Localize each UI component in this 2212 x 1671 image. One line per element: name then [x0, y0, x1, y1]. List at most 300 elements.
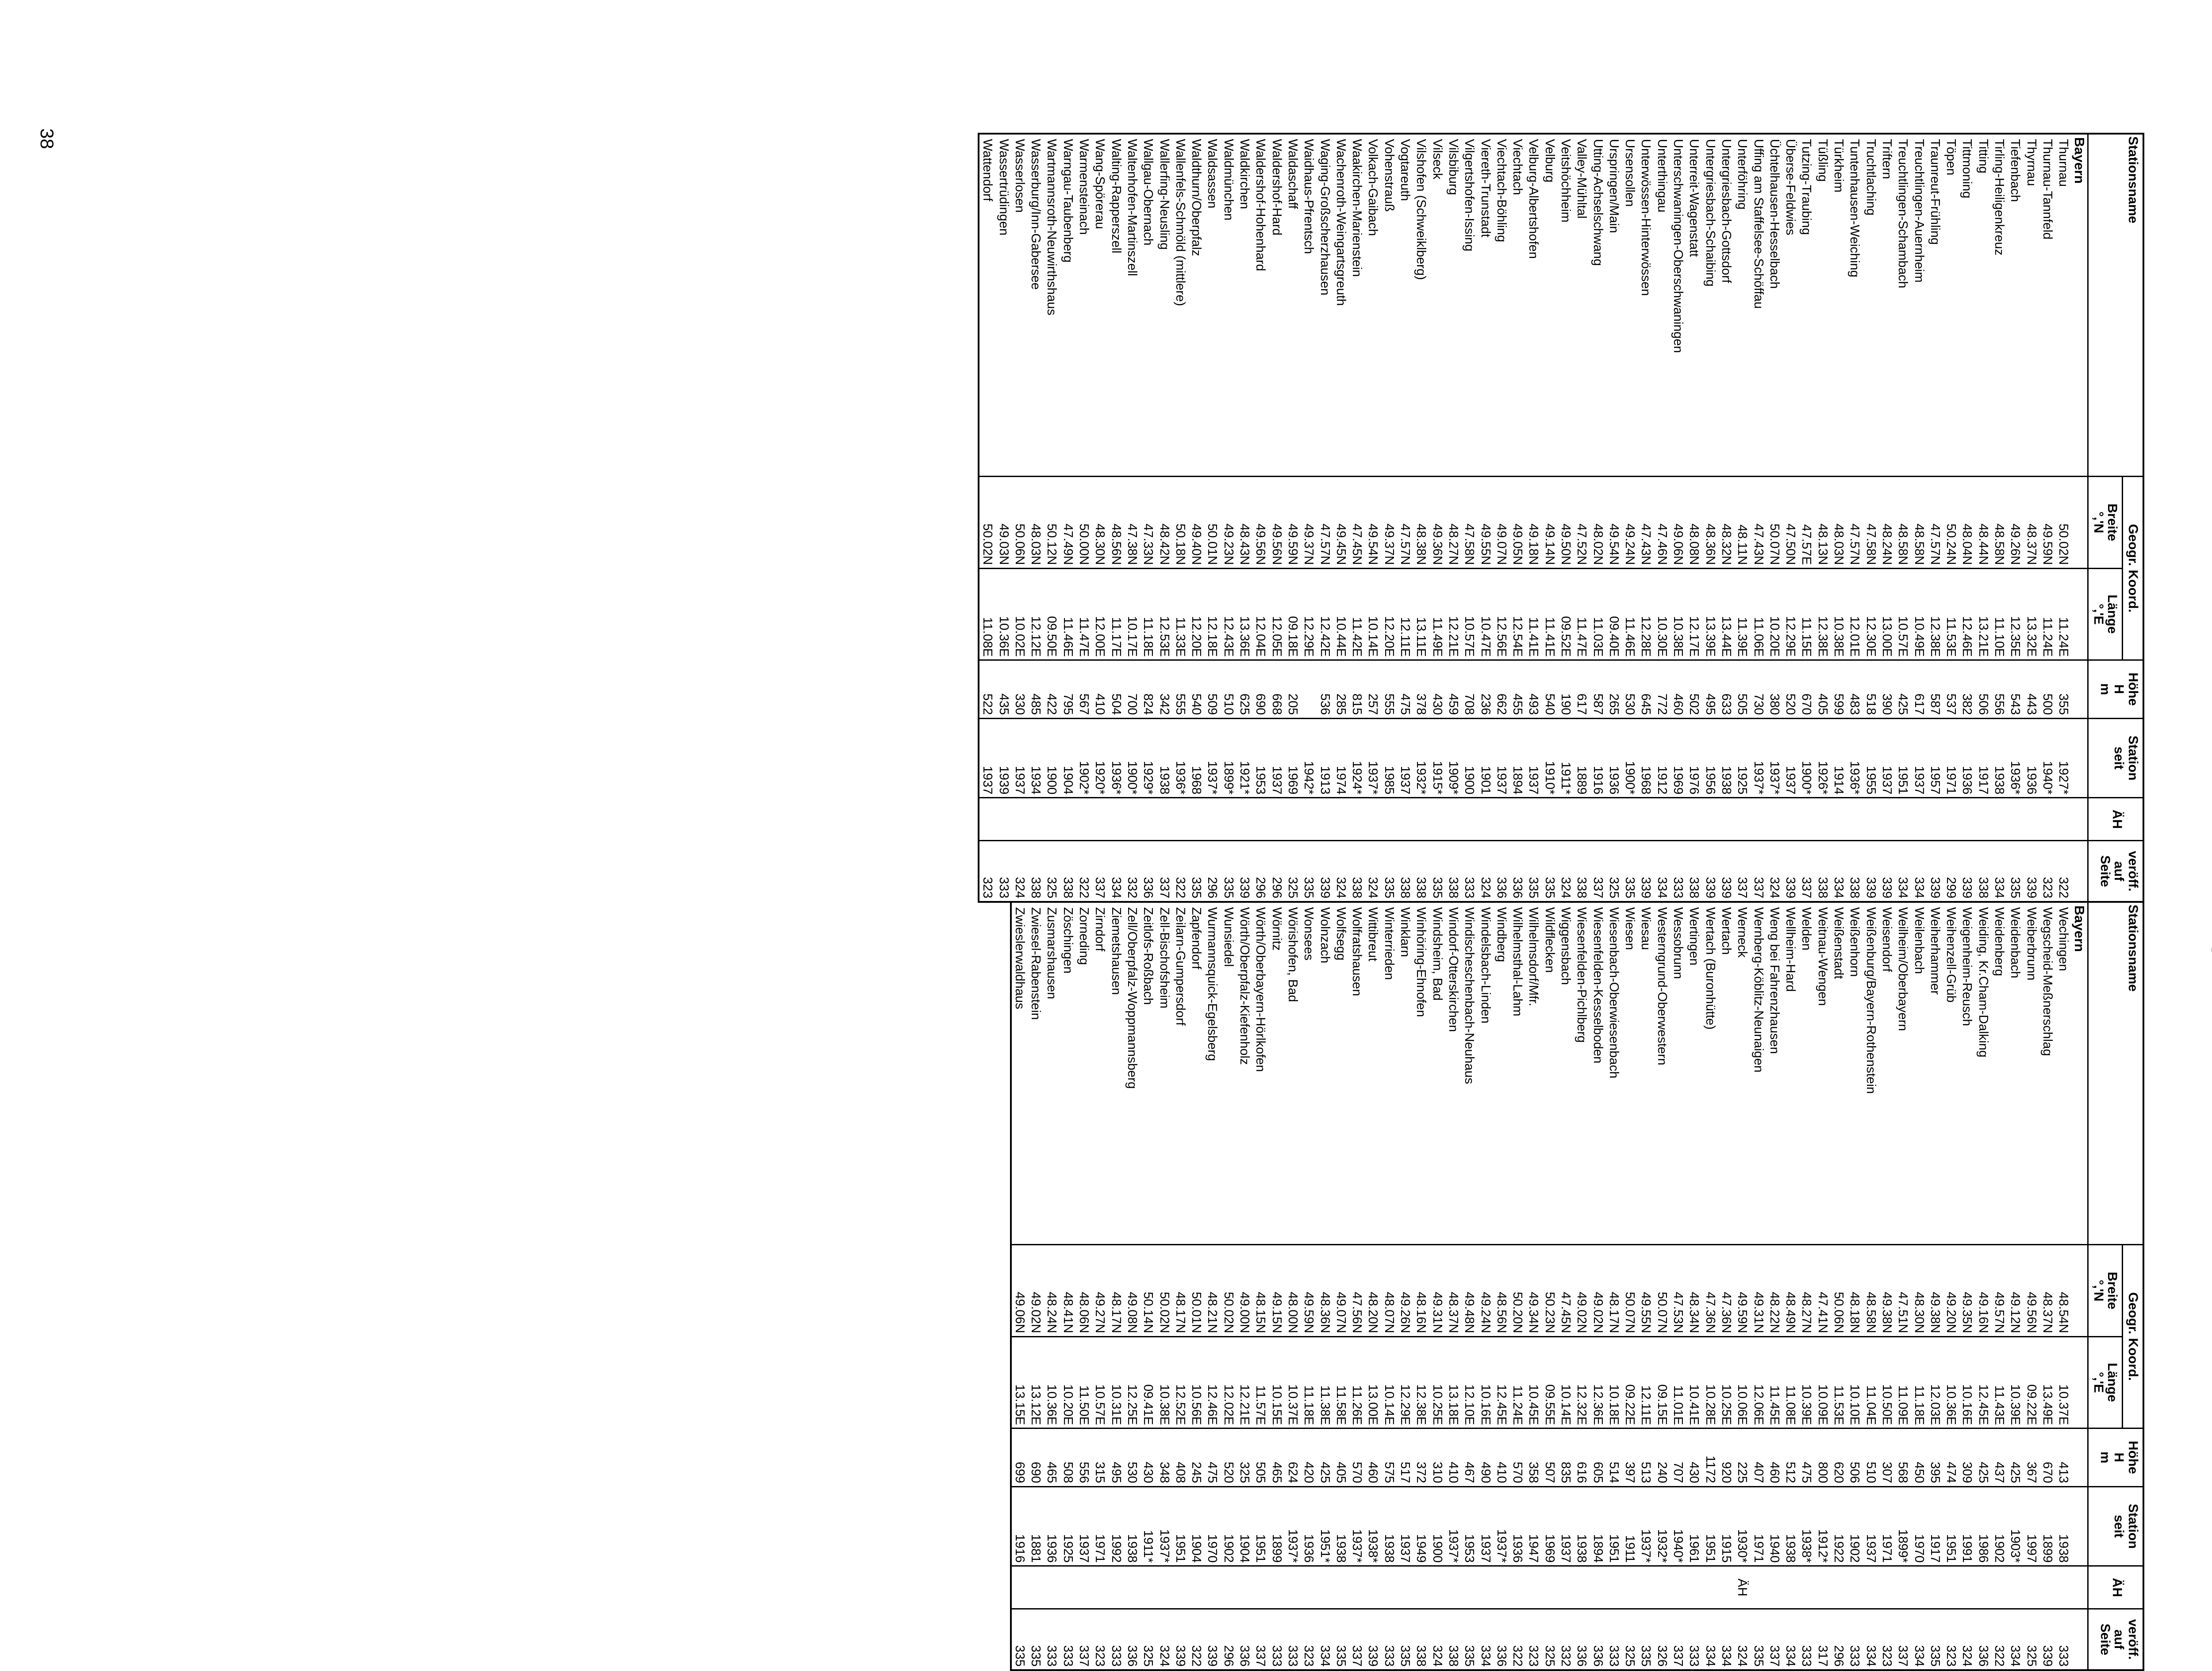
since-cell: 1904 — [1237, 1486, 1252, 1566]
latitude-cell: 50.02N — [979, 477, 995, 568]
height-cell: 285 — [1333, 660, 1349, 718]
page-cell: 324 — [1767, 841, 1782, 902]
since-cell: 1937 — [1397, 1486, 1413, 1566]
longitude-cell: 10.36E — [1943, 1336, 1959, 1428]
latitude-cell: 50.23N — [1541, 1245, 1557, 1336]
since-cell: 1938 — [1381, 1486, 1397, 1566]
ah-cell — [1349, 798, 1365, 841]
latitude-cell: 49.55N — [1638, 1245, 1654, 1336]
station-name-cell: Zeilarn-Gumpersdorf — [1172, 902, 1188, 1245]
height-cell: 512 — [1782, 1428, 1798, 1486]
table-row — [1365, 902, 1381, 1670]
ah-cell — [1285, 1566, 1301, 1609]
since-cell: 1936* — [2007, 718, 2023, 798]
height-cell: 405 — [1814, 660, 1830, 718]
table-row — [1092, 134, 1108, 902]
station-name-cell: Wernberg-Köblitz-Neunaigen — [1750, 902, 1766, 1245]
height-cell: 536 — [1317, 660, 1333, 718]
latitude-cell: 47.57N — [1397, 477, 1413, 568]
latitude-cell: 48.17N — [1108, 1245, 1124, 1336]
height-cell: 510 — [1220, 660, 1236, 718]
longitude-cell: 11.24E — [2055, 568, 2071, 660]
ah-cell — [1237, 1566, 1252, 1609]
table-row — [1975, 134, 1991, 902]
page-cell: 335 — [1927, 1609, 1943, 1670]
station-name-cell: Weihenzell-Grüb — [1943, 902, 1959, 1245]
latitude-cell: 49.02N — [1028, 1245, 1044, 1336]
since-cell: 1912* — [1814, 1486, 1830, 1566]
station-name-cell: Urspringen/Main — [1606, 134, 1622, 477]
height-cell: 493 — [1525, 660, 1541, 718]
since-cell: 1938* — [1798, 1486, 1814, 1566]
station-name-cell: Weißenburg/Bayern-Rothenstein — [1863, 902, 1878, 1245]
page-cell: 333 — [1670, 841, 1686, 902]
page-cell: 322 — [1172, 841, 1188, 902]
height-cell: 500 — [2039, 660, 2055, 718]
table-row — [1172, 134, 1188, 902]
longitude-cell: 10.57E — [1461, 568, 1477, 660]
station-name-cell: Wiesenfelden-Pichlberg — [1574, 902, 1590, 1245]
table-row — [1879, 134, 1895, 902]
longitude-cell: 12.36E — [1590, 1336, 1605, 1428]
height-cell: 707 — [1670, 1428, 1686, 1486]
ah-cell — [1541, 798, 1557, 841]
page-cell: 325 — [2023, 1609, 2039, 1670]
station-name-cell: Zusmarshausen — [1044, 902, 1060, 1245]
table-row — [1381, 902, 1397, 1670]
page-cell: 335 — [1622, 841, 1638, 902]
latitude-cell: 47.45N — [1558, 1245, 1574, 1336]
latitude-cell: 48.02N — [1590, 477, 1605, 568]
ah-cell — [1831, 1566, 1847, 1609]
header-lat-label: Breite — [2105, 503, 2120, 541]
since-cell: 1932* — [1413, 718, 1429, 798]
station-name-cell: Volkach-Gaibach — [1365, 134, 1381, 477]
station-name-cell: Weiding, Kr.Cham-Dalking — [1975, 902, 1991, 1245]
table-row — [1252, 134, 1268, 902]
table-row — [2039, 134, 2055, 902]
ah-cell — [1413, 798, 1429, 841]
table-row — [1541, 902, 1557, 1670]
longitude-cell: 10.30E — [1654, 568, 1670, 660]
since-cell: 1910* — [1541, 718, 1557, 798]
longitude-cell: 12.29E — [1782, 568, 1798, 660]
since-cell: 1938 — [1574, 1486, 1590, 1566]
longitude-cell: 12.10E — [1461, 1336, 1477, 1428]
header-ah-label: ÄH — [2110, 1578, 2124, 1597]
station-name-cell: Windelsbach-Linden — [1477, 902, 1493, 1245]
station-name-cell: Üchtelhausen-Hesselbach — [1767, 134, 1782, 477]
table-row — [1140, 134, 1156, 902]
latitude-cell: 50.02N — [1220, 1245, 1236, 1336]
table-row — [1301, 902, 1317, 1670]
since-cell: 1937 — [1012, 718, 1028, 798]
height-cell: 495 — [1702, 660, 1718, 718]
latitude-cell: 48.18N — [1847, 1245, 1863, 1336]
longitude-cell: 13.36E — [1237, 568, 1252, 660]
since-cell: 1939 — [995, 718, 1011, 798]
table-row — [1831, 902, 1847, 1670]
ah-cell — [1686, 1566, 1702, 1609]
latitude-cell: 49.15N — [1268, 1245, 1284, 1336]
page-cell: 326 — [1654, 1609, 1670, 1670]
page-cell: 333 — [1606, 1609, 1622, 1670]
longitude-cell: 12.46E — [1204, 1336, 1220, 1428]
since-cell: 1942* — [1301, 718, 1317, 798]
height-cell: 245 — [1188, 1428, 1204, 1486]
ah-cell — [1285, 798, 1301, 841]
table-row — [1060, 902, 1076, 1670]
since-cell: 1940* — [2039, 718, 2055, 798]
latitude-cell: 49.56N — [1268, 477, 1284, 568]
page-cell: 333 — [1847, 1609, 1863, 1670]
latitude-cell: 47.57N — [1927, 477, 1943, 568]
since-cell: 1936 — [1959, 718, 1975, 798]
station-name-cell: Waldthurn/Oberpfalz — [1188, 134, 1204, 477]
height-cell: 474 — [1943, 1428, 1959, 1486]
since-cell: 1971 — [1943, 718, 1959, 798]
height-cell: 540 — [1541, 660, 1557, 718]
since-cell: 1930* — [1734, 1486, 1750, 1566]
latitude-cell: 48.20N — [1365, 1245, 1381, 1336]
since-cell: 1899 — [1268, 1486, 1284, 1566]
page-cell: 339 — [1172, 1609, 1188, 1670]
height-cell: 495 — [1108, 1428, 1124, 1486]
station-name-cell: Vilshofen (Schweiklberg) — [1413, 134, 1429, 477]
table-row — [1220, 902, 1236, 1670]
height-cell: 504 — [1108, 660, 1124, 718]
ah-cell — [1798, 798, 1814, 841]
table-row — [1188, 134, 1204, 902]
page-cell: 334 — [1317, 1609, 1333, 1670]
page-cell: 337 — [1076, 1609, 1092, 1670]
table-row — [1814, 134, 1830, 902]
latitude-cell: 47.43N — [1750, 477, 1766, 568]
since-cell: 1955 — [1863, 718, 1878, 798]
longitude-cell: 09.50E — [1044, 568, 1060, 660]
table-row — [1590, 902, 1605, 1670]
height-cell: 225 — [1734, 1428, 1750, 1486]
longitude-cell: 13.11E — [1413, 568, 1429, 660]
table-row — [1397, 134, 1413, 902]
station-name-cell: Wurmannsquick-Egelsberg — [1204, 902, 1220, 1245]
latitude-cell: 50.06N — [1831, 1245, 1847, 1336]
latitude-cell: 49.05N — [1509, 477, 1525, 568]
since-cell: 1968 — [1638, 718, 1654, 798]
latitude-cell: 48.30N — [1911, 1245, 1927, 1336]
page-cell: 333 — [1461, 841, 1477, 902]
height-cell: 455 — [1509, 660, 1525, 718]
table-row — [1622, 134, 1638, 902]
page-cell: 323 — [1092, 1609, 1108, 1670]
page-cell: 336 — [1574, 1609, 1590, 1670]
table-row — [1927, 134, 1943, 902]
since-cell: 1899* — [1895, 1486, 1911, 1566]
ah-cell — [1268, 1566, 1284, 1609]
ah-cell — [1028, 798, 1044, 841]
table-row — [1076, 902, 1092, 1670]
station-name-cell: Waldkirchen — [1237, 134, 1252, 477]
longitude-cell: 13.00E — [1879, 568, 1895, 660]
header-lon-unit: °,'E — [2091, 1372, 2106, 1393]
table-row — [1798, 134, 1814, 902]
header-ah — [2088, 1566, 2143, 1609]
longitude-cell: 12.54E — [1509, 568, 1525, 660]
height-cell: 485 — [1028, 660, 1044, 718]
height-cell: 517 — [1397, 1428, 1413, 1486]
height-cell: 645 — [1638, 660, 1654, 718]
table-row — [1991, 902, 2007, 1670]
longitude-cell: 12.05E — [1268, 568, 1284, 660]
table-row — [1943, 134, 1959, 902]
station-name-cell: Ursensollen — [1622, 134, 1638, 477]
since-cell: 1937 — [1477, 1486, 1493, 1566]
latitude-cell: 47.45N — [1349, 477, 1365, 568]
header-height-symbol: H — [2112, 684, 2127, 694]
longitude-cell: 11.50E — [1076, 1336, 1092, 1428]
longitude-cell: 10.10E — [1847, 1336, 1863, 1428]
table-row — [1108, 134, 1124, 902]
since-cell: 1911 — [1622, 1486, 1638, 1566]
table-row — [1606, 902, 1622, 1670]
latitude-cell: 49.40N — [1188, 477, 1204, 568]
station-name-cell: Wang-Spörerau — [1092, 134, 1108, 477]
ah-cell — [1911, 1566, 1927, 1609]
latitude-cell: 48.27N — [1445, 477, 1461, 568]
ah-cell — [1831, 798, 1847, 841]
longitude-cell: 12.30E — [1863, 568, 1878, 660]
latitude-cell: 48.00N — [1285, 1245, 1301, 1336]
longitude-cell: 10.14E — [1558, 1336, 1574, 1428]
page-cell: 336 — [1494, 1609, 1509, 1670]
since-cell: 1900* — [1124, 718, 1140, 798]
since-cell: 1927* — [2055, 718, 2071, 798]
longitude-cell: 11.18E — [1911, 1336, 1927, 1428]
page-cell: 335 — [1301, 841, 1317, 902]
ah-cell — [1638, 798, 1654, 841]
page-cell: 324 — [1365, 841, 1381, 902]
table-row — [1590, 134, 1605, 902]
page-cell: 325 — [1606, 841, 1622, 902]
ah-cell — [1767, 798, 1782, 841]
longitude-cell: 10.50E — [1879, 1336, 1895, 1428]
station-name-cell: Weidenbach — [2007, 902, 2023, 1245]
station-name-cell: Thurnau — [2055, 134, 2071, 477]
longitude-cell: 10.17E — [1124, 568, 1140, 660]
table-row — [2055, 134, 2071, 902]
since-cell: 1937* — [1767, 718, 1782, 798]
height-cell: 475 — [1798, 1428, 1814, 1486]
longitude-cell: 10.06E — [1734, 1336, 1750, 1428]
longitude-cell: 11.53E — [1943, 568, 1959, 660]
longitude-cell: 11.24E — [1509, 1336, 1525, 1428]
station-name-cell: Wolnzach — [1317, 902, 1333, 1245]
ah-cell — [1252, 798, 1268, 841]
latitude-cell: 49.06N — [1011, 1245, 1028, 1336]
region-label: Bayern — [2071, 134, 2088, 477]
height-cell: 568 — [1895, 1428, 1911, 1486]
station-name-cell: Weisendorf — [1879, 902, 1895, 1245]
since-cell: 1913 — [1317, 718, 1333, 798]
height-cell: 505 — [1734, 660, 1750, 718]
longitude-cell: 10.47E — [1477, 568, 1493, 660]
ah-cell — [1895, 1566, 1911, 1609]
header-since-label: seit — [2112, 1515, 2127, 1538]
table-row — [1477, 902, 1493, 1670]
page-cell: 337 — [1767, 1609, 1782, 1670]
since-cell: 1926* — [1814, 718, 1830, 798]
ah-cell — [1204, 1566, 1220, 1609]
ah-cell — [1911, 798, 1927, 841]
station-name-cell: Unterthingau — [1654, 134, 1670, 477]
header-lon-unit: °,'E — [2091, 604, 2106, 625]
latitude-cell: 49.14N — [1541, 477, 1557, 568]
since-cell: 1936 — [1509, 1486, 1525, 1566]
latitude-cell: 47.51N — [1895, 1245, 1911, 1336]
latitude-cell: 50.01N — [1204, 477, 1220, 568]
height-cell: 460 — [1767, 1428, 1782, 1486]
page-cell: 333 — [1285, 1609, 1301, 1670]
station-name-cell: Wellheim-Hard — [1782, 902, 1798, 1245]
height-cell: 624 — [1285, 1428, 1301, 1486]
ah-cell — [2007, 1566, 2023, 1609]
page-cell: 296 — [1220, 1609, 1236, 1670]
height-cell: 430 — [1140, 1428, 1156, 1486]
station-name-cell: Wallgau-Obernach — [1140, 134, 1156, 477]
latitude-cell: 47.57N — [1317, 477, 1333, 568]
latitude-cell: 49.56N — [1252, 477, 1268, 568]
station-name-cell: Waidhaus-Pfrentsch — [1301, 134, 1317, 477]
page-cell: 337 — [1092, 841, 1108, 902]
header-lon-label: Länge — [2105, 594, 2120, 634]
ah-cell — [1863, 798, 1878, 841]
height-cell: 537 — [1943, 660, 1959, 718]
height-cell: 920 — [1718, 1428, 1734, 1486]
page-cell: 334 — [1911, 1609, 1927, 1670]
since-cell: 1951 — [1606, 1486, 1622, 1566]
height-cell: 430 — [1686, 1428, 1702, 1486]
table-row — [1285, 134, 1301, 902]
page-cell: 339 — [1959, 841, 1975, 902]
since-cell: 1902 — [1991, 1486, 2007, 1566]
ah-cell — [1092, 798, 1108, 841]
station-name-cell: Windberg — [1494, 902, 1509, 1245]
station-name-cell: Weiberbrunn — [2023, 902, 2039, 1245]
latitude-cell: 48.49N — [1782, 1245, 1798, 1336]
ah-cell — [1541, 1566, 1557, 1609]
height-cell: 587 — [1927, 660, 1943, 718]
since-cell: 1951 — [1702, 1486, 1718, 1566]
height-cell: 625 — [1237, 660, 1252, 718]
table-row — [1509, 134, 1525, 902]
height-cell: 382 — [1959, 660, 1975, 718]
station-name-cell: Warngau-Taubenberg — [1060, 134, 1076, 477]
ah-cell — [1333, 1566, 1349, 1609]
longitude-cell: 12.21E — [1445, 568, 1461, 660]
longitude-cell: 09.55E — [1541, 1336, 1557, 1428]
ah-cell — [1397, 798, 1413, 841]
latitude-cell: 49.34N — [1525, 1245, 1541, 1336]
since-cell: 1937 — [1879, 718, 1895, 798]
header-station-label: Station — [2126, 735, 2140, 781]
longitude-cell: 12.29E — [1397, 1336, 1413, 1428]
station-table-right — [1010, 901, 2144, 1671]
ah-cell — [1494, 1566, 1509, 1609]
ah-cell — [1108, 798, 1124, 841]
longitude-cell: 11.09E — [1895, 1336, 1911, 1428]
since-cell: 1936* — [1172, 718, 1188, 798]
height-cell: 490 — [1477, 1428, 1493, 1486]
latitude-cell: 48.27N — [1798, 1245, 1814, 1336]
height-cell: 662 — [1494, 660, 1509, 718]
station-name-cell: Zwieslerwaldhaus — [1011, 902, 1028, 1245]
page-cell: 333 — [1044, 1609, 1060, 1670]
since-cell: 1917 — [1927, 1486, 1943, 1566]
header-publ-on: auf — [2112, 861, 2127, 882]
height-cell: 425 — [1317, 1428, 1333, 1486]
table-row — [1140, 902, 1156, 1670]
station-name-cell: Wiesenbach-Oberwiesenbach — [1606, 902, 1622, 1245]
station-name-cell: Vohenstrauß — [1381, 134, 1397, 477]
ah-cell — [1622, 1566, 1638, 1609]
longitude-cell: 10.37E — [1285, 1336, 1301, 1428]
page-cell: 336 — [1590, 1609, 1605, 1670]
ah-cell — [1317, 1566, 1333, 1609]
ah-cell — [1525, 798, 1541, 841]
latitude-cell: 47.57N — [1847, 477, 1863, 568]
height-cell: 348 — [1156, 1428, 1172, 1486]
height-cell: 395 — [1927, 1428, 1943, 1486]
since-cell: 1938 — [1782, 1486, 1798, 1566]
longitude-cell: 10.38E — [1670, 568, 1686, 660]
table-row — [1558, 902, 1574, 1670]
latitude-cell: 48.24N — [1879, 477, 1895, 568]
since-cell: 1969 — [1285, 718, 1301, 798]
ah-cell — [2039, 798, 2055, 841]
header-ah-label: ÄH — [2110, 809, 2124, 829]
since-cell: 1951 — [1943, 1486, 1959, 1566]
since-cell: 1937* — [1349, 1486, 1365, 1566]
station-name-cell: Viereth-Trunstadt — [1477, 134, 1493, 477]
ah-cell — [1814, 798, 1830, 841]
station-name-cell: Wertach — [1718, 902, 1734, 1245]
ah-cell — [1558, 798, 1574, 841]
table-row — [1477, 134, 1493, 902]
station-name-cell: Untergriesbach-Gottsdorf — [1718, 134, 1734, 477]
table-row — [1670, 134, 1686, 902]
table-row — [1461, 902, 1477, 1670]
ah-cell — [1606, 1566, 1622, 1609]
header-height-label: Höhe — [2126, 1440, 2140, 1474]
station-name-cell: Wörth/Oberpfalz-Kiefenholz — [1237, 902, 1252, 1245]
station-name-cell: Wolfratshausen — [1349, 902, 1365, 1245]
longitude-cell: 10.57E — [1092, 1336, 1108, 1428]
ah-cell — [1975, 798, 1991, 841]
page-cell: 333 — [1686, 1609, 1702, 1670]
ah-cell — [1670, 1566, 1686, 1609]
table-row — [1541, 134, 1557, 902]
page-cell: 332 — [1558, 1609, 1574, 1670]
page-cell: 334 — [1863, 1609, 1878, 1670]
header-height-unit: m — [2098, 1451, 2112, 1463]
page-cell: 324 — [1477, 841, 1493, 902]
latitude-cell: 49.54N — [1606, 477, 1622, 568]
height-cell: 475 — [1204, 1428, 1220, 1486]
ah-cell — [1381, 798, 1397, 841]
longitude-cell: 12.21E — [1237, 1336, 1252, 1428]
height-cell: 390 — [1879, 660, 1895, 718]
station-name-cell: Treuchtlingen-Auernheim — [1911, 134, 1927, 477]
